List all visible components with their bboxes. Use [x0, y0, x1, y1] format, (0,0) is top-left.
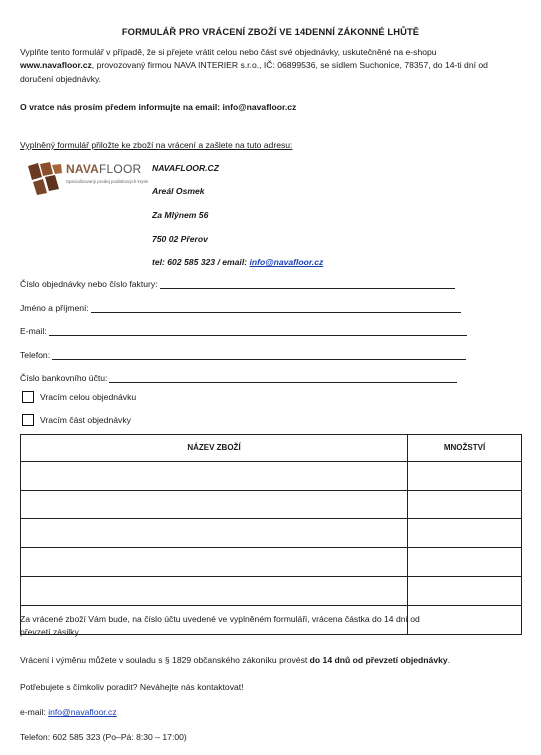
order-number-label: Číslo objednávky nebo číslo faktury: — [20, 279, 158, 289]
product-name-cell[interactable] — [21, 548, 408, 577]
order-number-field[interactable] — [20, 279, 455, 289]
address-place: Areál Osmek — [152, 186, 205, 196]
logo-tagline: Specializovaný prodej podlahových krytin — [66, 179, 149, 184]
intro-line1: Vyplňte tento formulář v případě, že si přejete vrátit celou nebo část své objednávky, uskutečněné na e-shopu — [20, 47, 437, 57]
footer-email-link[interactable]: info@navafloor.cz — [48, 707, 117, 717]
intro-paragraph — [20, 46, 520, 86]
navafloor-logo — [26, 162, 149, 198]
form-title: FORMULÁŘ PRO VRÁCENÍ ZBOŽÍ VE 14DENNÍ ZÁKONNÉ LHŮTĚ — [121, 26, 420, 37]
name-field[interactable] — [20, 303, 461, 313]
bank-account-field[interactable] — [20, 373, 457, 383]
email-line[interactable] — [49, 326, 467, 336]
intro-line3: doručení objednávky. — [20, 73, 102, 84]
email-label: E-mail: — [20, 326, 47, 336]
address-company: NAVAFLOOR.CZ — [152, 163, 219, 173]
product-name-cell[interactable] — [21, 461, 408, 490]
order-number-line[interactable] — [160, 279, 455, 289]
table-row — [21, 519, 522, 548]
notice-text: O vratce nás prosím předem informujte na email: info@navafloor.cz — [20, 102, 297, 112]
address-email-link[interactable]: info@navafloor.cz — [249, 257, 324, 267]
name-label: Jméno a příjmení: — [20, 303, 89, 313]
logo-wordmark: NAVAFLOOR — [66, 162, 142, 176]
attach-note: Vyplněný formulář přiložte ke zboží na vrácení a zašlete na tuto adresu: — [20, 140, 293, 150]
address-street: Za Mlýnem 56 — [152, 210, 209, 220]
product-name-cell[interactable] — [21, 519, 408, 548]
bank-account-line[interactable] — [109, 373, 457, 383]
exchange-paragraph: Vrácení i výměnu můžete v souladu s § 1829 občanského zákoníku provést do 14 dnů od převzetí objednávky. — [20, 655, 451, 665]
footer-phone: Telefon: 602 585 323 (Po–Pá: 8:30 – 17:00) — [20, 732, 187, 742]
product-name-cell[interactable] — [21, 576, 408, 605]
product-name-cell[interactable] — [21, 490, 408, 519]
refund-paragraph: Za vrácené zboží Vám bude, na číslo účtu uvedené ve vyplněném formuláři, vrácena částka do 14 dní od převzetí zásilky. — [20, 614, 420, 637]
return-whole-checkbox[interactable] — [22, 391, 136, 403]
help-text: Potřebujete s čímkoliv poradit? Neváhejte nás kontaktovat! — [20, 682, 244, 692]
quantity-cell[interactable] — [408, 461, 522, 490]
quantity-cell[interactable] — [408, 519, 522, 548]
items-table — [20, 434, 522, 635]
table-row — [21, 461, 522, 490]
name-line[interactable] — [91, 303, 461, 313]
checkbox-square-icon[interactable] — [22, 391, 34, 403]
email-field[interactable] — [20, 326, 467, 336]
table-row — [21, 548, 522, 577]
items-table-header — [21, 435, 522, 462]
address-contact: tel: 602 585 323 / email: info@navafloor.cz — [152, 257, 324, 267]
table-row — [21, 576, 522, 605]
checkbox-square-icon[interactable] — [22, 414, 34, 426]
col-quantity: MNOŽSTVÍ — [408, 435, 522, 462]
quantity-cell[interactable] — [408, 490, 522, 519]
intro-shop-url[interactable]: www.navafloor.cz — [20, 60, 92, 71]
footer-email: e-mail: info@navafloor.cz — [20, 707, 117, 717]
phone-field[interactable] — [20, 350, 466, 360]
bank-account-label: Číslo bankovního účtu: — [20, 373, 108, 383]
table-row — [21, 490, 522, 519]
intro-line2: , provozovaný firmou NAVA INTERIER s.r.o., IČ: 06899536, se sídlem Suchonice, 78357, do 14-ti dní od — [91, 60, 488, 71]
return-part-label: Vracím část objednávky — [40, 415, 131, 425]
return-part-checkbox[interactable] — [22, 414, 131, 426]
address-city: 750 02 Přerov — [152, 234, 208, 244]
col-product-name: NÁZEV ZBOŽÍ — [21, 435, 408, 462]
return-whole-label: Vracím celou objednávku — [40, 392, 137, 402]
phone-line[interactable] — [52, 350, 466, 360]
quantity-cell[interactable] — [408, 576, 522, 605]
phone-label: Telefon: — [20, 350, 51, 360]
quantity-cell[interactable] — [408, 548, 522, 577]
parquet-logo-icon — [26, 162, 64, 196]
